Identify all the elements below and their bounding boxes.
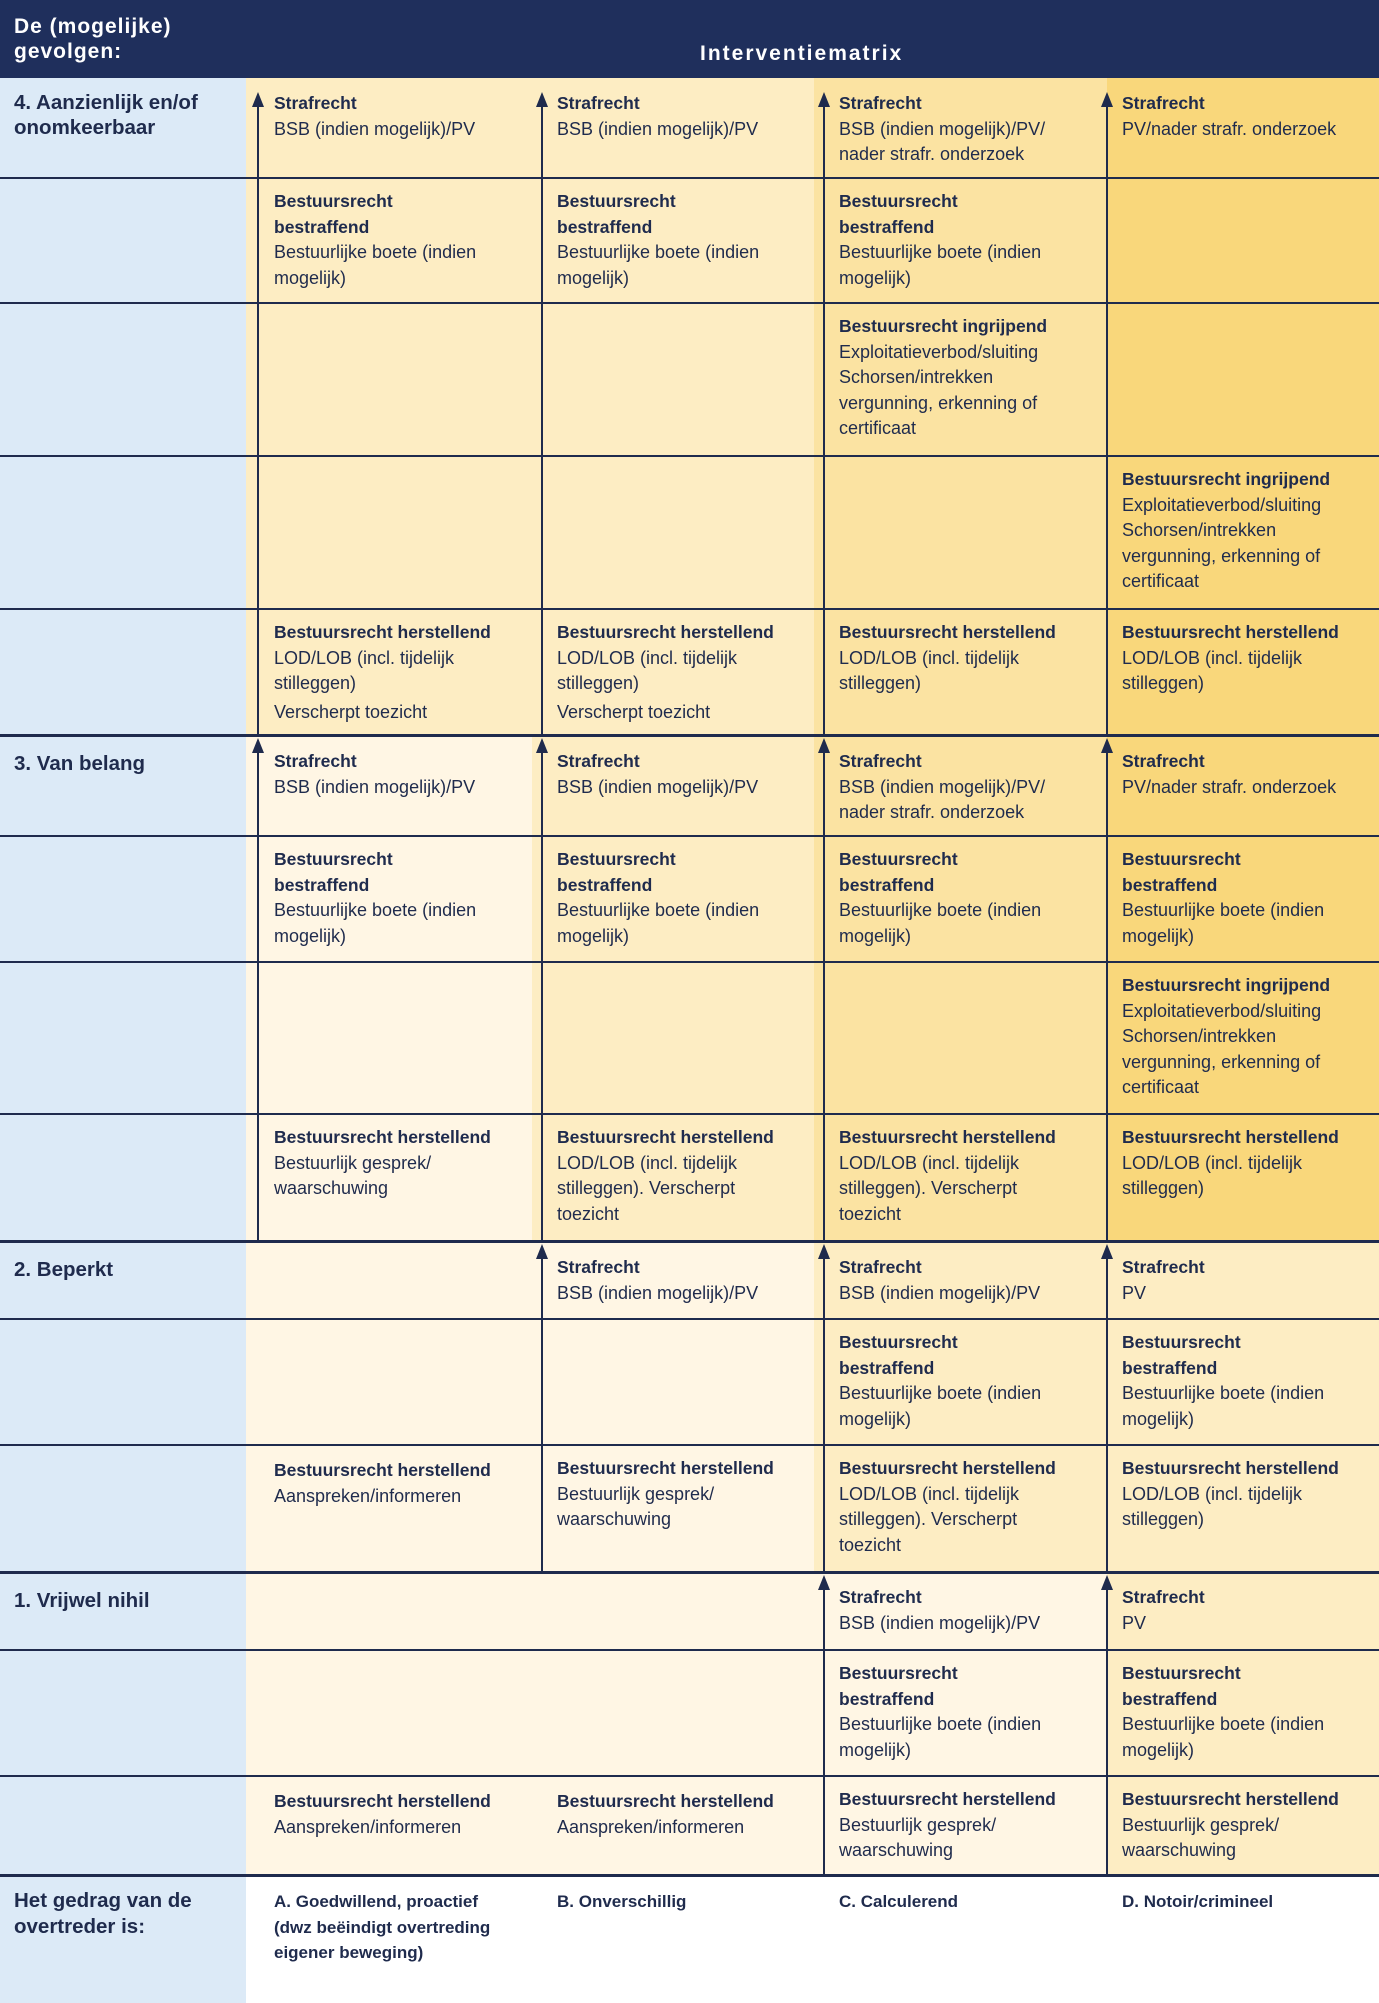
arrow-up-icon xyxy=(252,738,264,753)
cell-heading: Bestuursrecht bestraffend xyxy=(839,1663,958,1709)
cell-heading: Bestuursrecht herstellend xyxy=(274,1127,491,1147)
behavior-title-text: Het gedrag van de overtreder is: xyxy=(14,1889,192,1938)
cell-l1-strafrecht-c xyxy=(839,1585,1101,1636)
row-divider xyxy=(0,1318,1379,1320)
cell-l4-strafrecht-b xyxy=(557,91,819,142)
level-divider xyxy=(0,1240,1379,1243)
arrow-up-icon xyxy=(1101,92,1113,107)
cell-text: BSB (indien mogelijk)/PV xyxy=(274,776,476,797)
cell-text: BSB (indien mogelijk)/PV xyxy=(557,776,759,797)
cell-heading: Bestuursrecht bestraffend xyxy=(557,849,676,895)
escalation-line-b-l2 xyxy=(541,1256,543,1571)
cell-text: BSB (indien mogelijk)/PV xyxy=(557,1282,759,1303)
cell-l1-strafrecht-d xyxy=(1122,1585,1372,1636)
cell-heading: Bestuursrecht herstellend xyxy=(557,622,774,642)
cell-l2-strafrecht-c xyxy=(839,1255,1101,1306)
cell-l3-herstellend-c xyxy=(839,1125,1079,1227)
cell-l4-bestraffend-b xyxy=(557,189,797,291)
escalation-line-d-l3 xyxy=(1106,750,1108,1240)
cell-heading: Bestuursrecht herstellend xyxy=(839,622,1056,642)
cell-l3-bestraffend-d xyxy=(1122,847,1362,949)
cell-text: Bestuurlijke boete (indien mogelijk) xyxy=(839,242,1042,288)
cell-text: Bestuurlijk gesprek/ waarschuwing xyxy=(839,1814,997,1860)
cell-heading: Bestuursrecht herstellend xyxy=(274,1791,491,1811)
cell-text: PV xyxy=(1122,1612,1147,1633)
cell-l2-bestraffend-d xyxy=(1122,1330,1362,1432)
cell-l4-strafrecht-c xyxy=(839,91,1089,168)
cell-text: Bestuurlijke boete (indien mogelijk) xyxy=(274,242,477,288)
escalation-line-b-l3 xyxy=(541,750,543,1240)
cell-heading: Strafrecht xyxy=(557,93,640,113)
cell-l3-strafrecht-b xyxy=(557,749,819,800)
arrow-up-icon xyxy=(536,1244,548,1259)
cell-text: LOD/LOB (incl. tijdelijk stilleggen) xyxy=(1122,1152,1303,1198)
cell-text: BSB (indien mogelijk)/PV xyxy=(839,1282,1041,1303)
cell-heading: Bestuursrecht bestraffend xyxy=(839,191,958,237)
behavior-a: A. Goedwillend, proactief (dwz beëindigt overtreding eigener beweging) xyxy=(274,1892,491,1962)
cell-l4-herstellend-a xyxy=(274,620,514,725)
cell-l4-herstellend-b xyxy=(557,620,797,725)
escalation-line-d-l2 xyxy=(1106,1256,1108,1571)
row-divider xyxy=(0,455,1379,457)
cell-heading: Bestuursrecht herstellend xyxy=(557,1127,774,1147)
cell-heading: Bestuursrecht herstellend xyxy=(839,1458,1056,1478)
cell-text: LOD/LOB (incl. tijdelijk stilleggen) xyxy=(1122,1483,1303,1529)
cell-l3-herstellend-a xyxy=(274,1125,514,1202)
behavior-c: C. Calculerend xyxy=(839,1892,959,1911)
cell-heading: Bestuursrecht herstellend xyxy=(1122,622,1339,642)
cell-text: BSB (indien mogelijk)/PV xyxy=(557,118,759,139)
cell-text: Bestuurlijk gesprek/ waarschuwing xyxy=(274,1152,432,1198)
cell-heading: Bestuursrecht herstellend xyxy=(1122,1127,1339,1147)
cell-text: Bestuurlijke boete (indien mogelijk) xyxy=(557,242,760,288)
escalation-line-c-l1 xyxy=(823,1587,825,1874)
cell-text: BSB (indien mogelijk)/PV xyxy=(274,118,476,139)
cell-l1-herstellend-d xyxy=(1122,1787,1362,1864)
matrix-title: Interventiematrix xyxy=(700,42,904,65)
cell-l4-ingrijpend-d xyxy=(1122,467,1372,595)
cell-l3-herstellend-d xyxy=(1122,1125,1362,1202)
cell-text: Bestuurlijk gesprek/ waarschuwing xyxy=(557,1483,715,1529)
cell-text: Bestuurlijke boete (indien mogelijk) xyxy=(839,900,1042,946)
cell-l2-herstellend-a xyxy=(274,1458,514,1509)
arrow-up-icon xyxy=(536,92,548,107)
cell-l2-herstellend-d xyxy=(1122,1456,1362,1533)
cell-l3-bestraffend-a xyxy=(274,847,514,949)
cell-heading: Strafrecht xyxy=(839,1257,922,1277)
cell-heading: Strafrecht xyxy=(557,751,640,771)
cell-text: Bestuurlijke boete (indien mogelijk) xyxy=(1122,1714,1325,1760)
cell-heading: Strafrecht xyxy=(274,751,357,771)
cell-text: Bestuurlijk gesprek/ waarschuwing xyxy=(1122,1814,1280,1860)
level-1-label: 1. Vrijwel nihil xyxy=(14,1589,150,1612)
escalation-line-b-l4 xyxy=(541,104,543,734)
escalation-line-c-l2 xyxy=(823,1256,825,1571)
cell-text: PV/nader strafr. onderzoek xyxy=(1122,776,1337,797)
cell-heading: Bestuursrecht bestraffend xyxy=(839,849,958,895)
cell-l1-herstellend-b xyxy=(557,1789,797,1840)
cell-heading: Bestuursrecht ingrijpend xyxy=(839,316,1048,336)
level-4-text: 4. Aanzienlijk en/of onomkeerbaar xyxy=(14,91,198,139)
escalation-line-a-l4 xyxy=(257,104,259,734)
cell-l1-herstellend-a xyxy=(274,1789,514,1840)
arrow-up-icon xyxy=(1101,1575,1113,1590)
cell-heading: Strafrecht xyxy=(1122,1257,1205,1277)
cell-text: Aanspreken/informeren xyxy=(274,1485,462,1506)
cell-text: Aanspreken/informeren xyxy=(557,1816,745,1837)
cell-l4-strafrecht-d xyxy=(1122,91,1372,142)
cell-text: LOD/LOB (incl. tijdelijk stilleggen) xyxy=(1122,647,1303,693)
row-divider xyxy=(0,961,1379,963)
cell-l3-ingrijpend-d xyxy=(1122,973,1372,1101)
cell-heading: Bestuursrecht bestraffend xyxy=(839,1332,958,1378)
left-column-background xyxy=(0,78,246,2003)
level-divider xyxy=(0,1874,1379,1877)
arrow-up-icon xyxy=(818,1575,830,1590)
cell-l3-strafrecht-d xyxy=(1122,749,1372,800)
cell-heading: Strafrecht xyxy=(1122,93,1205,113)
arrow-up-icon xyxy=(1101,738,1113,753)
cell-text: PV xyxy=(1122,1282,1147,1303)
cell-l4-bestraffend-c xyxy=(839,189,1079,291)
cell-l4-ingrijpend-c xyxy=(839,314,1089,442)
cell-l2-strafrecht-d xyxy=(1122,1255,1372,1306)
behavior-d: D. Notoir/crimineel xyxy=(1122,1892,1274,1911)
arrow-up-icon xyxy=(1101,1244,1113,1259)
cell-heading: Strafrecht xyxy=(839,1587,922,1607)
escalation-line-c-l4 xyxy=(823,104,825,734)
consequences-header-label: De (mogelijke) gevolgen: xyxy=(14,15,172,63)
arrow-up-icon xyxy=(252,92,264,107)
cell-text: Bestuurlijke boete (indien mogelijk) xyxy=(1122,1383,1325,1429)
escalation-line-a-l3 xyxy=(257,750,259,1240)
cell-heading: Bestuursrecht ingrijpend xyxy=(1122,975,1331,995)
cell-l4-herstellend-d xyxy=(1122,620,1362,697)
cell-heading: Bestuursrecht herstellend xyxy=(274,1460,491,1480)
cell-text: LOD/LOB (incl. tijdelijk stilleggen). Verscherpt toezicht xyxy=(557,1152,738,1224)
arrow-up-icon xyxy=(818,738,830,753)
cell-heading: Strafrecht xyxy=(839,93,922,113)
level-4-label xyxy=(14,90,214,140)
cell-l1-herstellend-c xyxy=(839,1787,1079,1864)
cell-text-2: Verscherpt toezicht xyxy=(557,701,711,722)
cell-text: LOD/LOB (incl. tijdelijk stilleggen) xyxy=(557,647,738,693)
matrix-header xyxy=(0,0,1379,78)
cell-heading: Bestuursrecht herstellend xyxy=(1122,1458,1339,1478)
cell-heading: Strafrecht xyxy=(274,93,357,113)
cell-text: LOD/LOB (incl. tijdelijk stilleggen). Verscherpt toezicht xyxy=(839,1152,1020,1224)
cell-text: BSB (indien mogelijk)/PV xyxy=(839,1612,1041,1633)
arrow-up-icon xyxy=(818,1244,830,1259)
behavior-title xyxy=(14,1888,214,1939)
cell-l2-herstellend-c xyxy=(839,1456,1079,1558)
row-divider xyxy=(0,1444,1379,1446)
cell-heading: Bestuursrecht herstellend xyxy=(839,1127,1056,1147)
cell-text: BSB (indien mogelijk)/PV/ nader strafr. onderzoek xyxy=(839,776,1046,822)
row-divider xyxy=(0,835,1379,837)
cell-text: Exploitatieverbod/sluiting Schorsen/intrekken vergunning, erkenning of certificaat xyxy=(839,341,1039,438)
row-divider xyxy=(0,177,1379,179)
level-2-label: 2. Beperkt xyxy=(14,1258,114,1281)
cell-l2-bestraffend-c xyxy=(839,1330,1079,1432)
cell-text: PV/nader strafr. onderzoek xyxy=(1122,118,1337,139)
cell-l3-herstellend-b xyxy=(557,1125,797,1227)
arrow-up-icon xyxy=(536,738,548,753)
cell-l3-bestraffend-c xyxy=(839,847,1079,949)
cell-text: Bestuurlijke boete (indien mogelijk) xyxy=(839,1383,1042,1429)
escalation-line-d-l4 xyxy=(1106,104,1108,734)
cell-l3-strafrecht-a xyxy=(274,749,536,800)
cell-l3-strafrecht-c xyxy=(839,749,1089,826)
escalation-line-d-l1 xyxy=(1106,1587,1108,1874)
row-divider xyxy=(0,1649,1379,1651)
cell-heading: Bestuursrecht herstellend xyxy=(1122,1789,1339,1809)
cell-heading: Strafrecht xyxy=(839,751,922,771)
cell-l4-herstellend-c xyxy=(839,620,1079,697)
level-divider xyxy=(0,734,1379,737)
cell-text: Bestuurlijke boete (indien mogelijk) xyxy=(557,900,760,946)
behavior-b: B. Onverschillig xyxy=(557,1892,687,1911)
cell-text: Exploitatieverbod/sluiting Schorsen/intrekken vergunning, erkenning of certificaat xyxy=(1122,1000,1322,1097)
cell-text: Bestuurlijke boete (indien mogelijk) xyxy=(274,900,477,946)
cell-heading: Bestuursrecht bestraffend xyxy=(1122,1663,1241,1709)
cell-text: Aanspreken/informeren xyxy=(274,1816,462,1837)
cell-heading: Strafrecht xyxy=(1122,1587,1205,1607)
cell-heading: Strafrecht xyxy=(557,1257,640,1277)
level-3-label: 3. Van belang xyxy=(14,752,146,775)
cell-l2-strafrecht-b xyxy=(557,1255,819,1306)
cell-text: Bestuurlijke boete (indien mogelijk) xyxy=(839,1714,1042,1760)
cell-heading: Bestuursrecht bestraffend xyxy=(1122,1332,1241,1378)
cell-heading: Bestuursrecht herstellend xyxy=(557,1458,774,1478)
cell-heading: Bestuursrecht bestraffend xyxy=(557,191,676,237)
cell-text-2: Verscherpt toezicht xyxy=(274,701,428,722)
cell-l2-herstellend-b xyxy=(557,1456,797,1533)
cell-l4-strafrecht-a xyxy=(274,91,536,142)
cell-text: LOD/LOB (incl. tijdelijk stilleggen) xyxy=(274,647,455,693)
cell-l3-bestraffend-b xyxy=(557,847,797,949)
cell-text: LOD/LOB (incl. tijdelijk stilleggen) xyxy=(839,647,1020,693)
cell-l4-bestraffend-a xyxy=(274,189,514,291)
escalation-line-c-l3 xyxy=(823,750,825,1240)
cell-heading: Bestuursrecht ingrijpend xyxy=(1122,469,1331,489)
row-divider xyxy=(0,608,1379,610)
cell-heading: Bestuursrecht herstellend xyxy=(557,1791,774,1811)
row-divider xyxy=(0,1775,1379,1777)
cell-text: Bestuurlijke boete (indien mogelijk) xyxy=(1122,900,1325,946)
cell-heading: Bestuursrecht herstellend xyxy=(839,1789,1056,1809)
level-divider xyxy=(0,1571,1379,1574)
cell-l1-bestraffend-c xyxy=(839,1661,1079,1763)
arrow-up-icon xyxy=(818,92,830,107)
cell-text: BSB (indien mogelijk)/PV/ nader strafr. onderzoek xyxy=(839,118,1046,164)
cell-heading: Bestuursrecht bestraffend xyxy=(274,849,393,895)
cell-heading: Bestuursrecht bestraffend xyxy=(274,191,393,237)
cell-text: Exploitatieverbod/sluiting Schorsen/intrekken vergunning, erkenning of certificaat xyxy=(1122,494,1322,591)
cell-heading: Bestuursrecht herstellend xyxy=(274,622,491,642)
cell-text: LOD/LOB (incl. tijdelijk stilleggen). Verscherpt toezicht xyxy=(839,1483,1020,1555)
cell-heading: Bestuursrecht bestraffend xyxy=(1122,849,1241,895)
cell-l1-bestraffend-d xyxy=(1122,1661,1362,1763)
row-divider xyxy=(0,1113,1379,1115)
cell-heading: Strafrecht xyxy=(1122,751,1205,771)
row-divider xyxy=(0,302,1379,304)
